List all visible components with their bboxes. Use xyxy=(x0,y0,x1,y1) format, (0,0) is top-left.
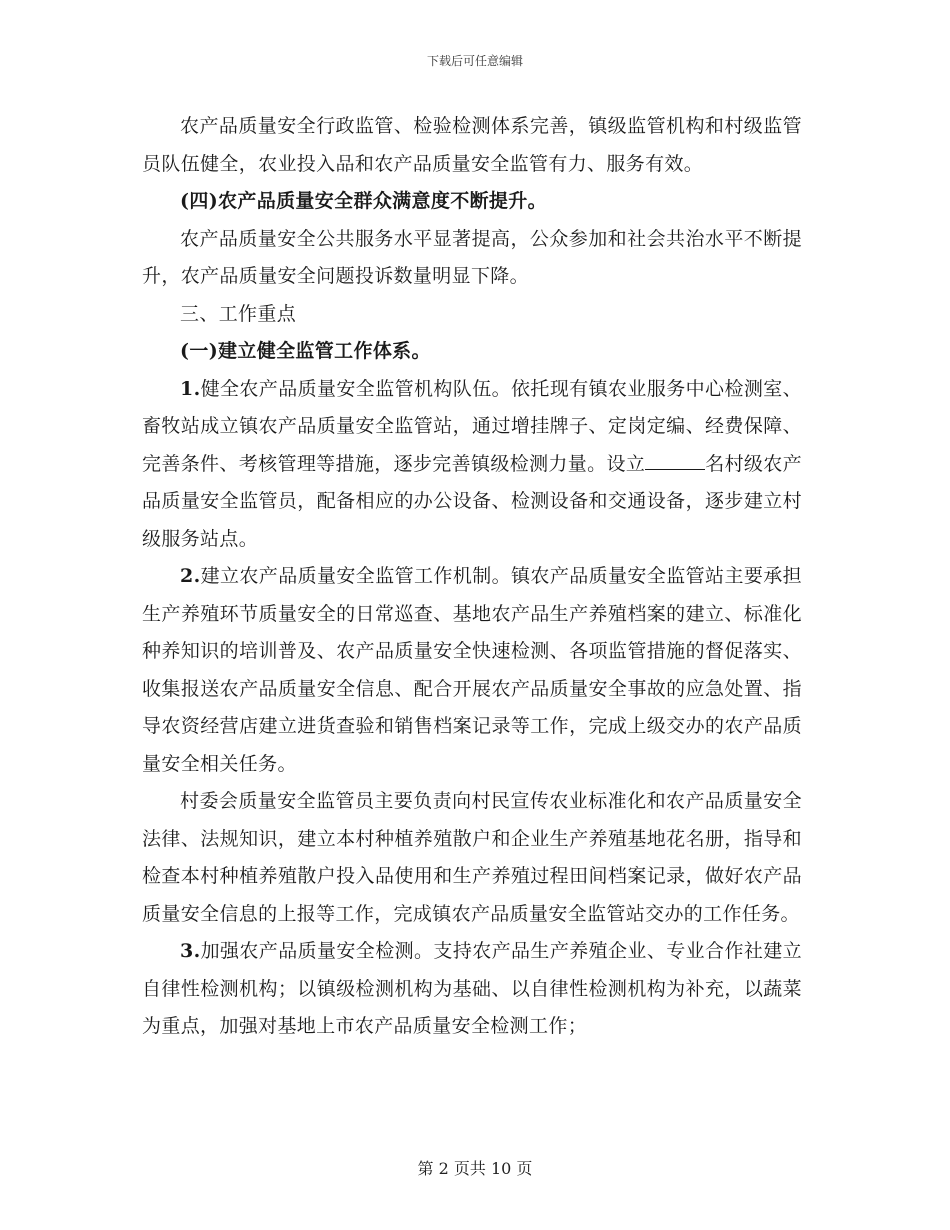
paragraph-6 xyxy=(142,933,802,1046)
page-footer: 第 2 页共 10 页 xyxy=(417,1159,533,1178)
paragraph-3-text-a: 健全农产品质量安全监管机构队伍。依托现有镇农业服务中心检测室、畜牧站成立镇农产品质量安全监管站，通过增挂牌子、定岗定编、经费保障、完善条件、考核管理等措施，逐步完善镇级检测力量。设立 xyxy=(142,377,802,475)
heading-1: (一)建立健全监管工作体系。 xyxy=(180,340,431,362)
item-number-3: 3. xyxy=(180,940,201,962)
paragraph-1: 农产品质量安全行政监管、检验检测体系完善，镇级监管机构和村级监管员队伍健全，农业投入品和农产品质量安全监管有力、服务有效。 xyxy=(142,115,802,175)
paragraph-3 xyxy=(142,371,802,559)
section-heading-3: 三、工作重点 xyxy=(180,302,297,325)
paragraph-5: 村委会质量安全监管员主要负责向村民宣传农业标准化和农产品质量安全法律、法规知识，建立本村种植养殖散户和企业生产养殖基地花名册，指导和检查本村种植养殖散户投入品使用和生产养殖过程田间档案记录，做好农产品质量安全信息的上报等工作，完成镇农产品质量安全监管站交办的工作任务。 xyxy=(142,790,802,925)
paragraph-4 xyxy=(142,558,802,783)
header-note: 下载后可任意编辑 xyxy=(426,54,523,68)
item-number-1: 1. xyxy=(180,377,201,400)
fill-blank xyxy=(645,451,705,470)
heading-4: (四)农产品质量安全群众满意度不断提升。 xyxy=(180,190,547,212)
paragraph-2: 农产品质量安全公共服务水平显著提高，公众参加和社会共治水平不断提升，农产品质量安全问题投诉数量明显下降。 xyxy=(142,227,802,287)
paragraph-4-text: 建立农产品质量安全监管工作机制。镇农产品质量安全监管站主要承担生产养殖环节质量安全的日常巡查、基地农产品生产养殖档案的建立、标准化种养知识的培训普及、农产品质量安全快速检测、各项监管措施的督促落实、收集报送农产品质量安全信息、配合开展农产品质量安全事故的应急处置、指导农资经营店建立进货查验和销售档案记录等工作，完成上级交办的农产品质量安全相关任务。 xyxy=(142,565,802,775)
document-body xyxy=(142,108,802,1046)
paragraph-6-text: 加强农产品质量安全检测。支持农产品生产养殖企业、专业合作社建立自律性检测机构；以镇级检测机构为基础、以自律性检测机构为补充，以蔬菜为重点，加强对基地上市农产品质量安全检测工作； xyxy=(142,940,802,1037)
paragraph-3-text-b: 名村级农产品质量安全监管员，配备相应的办公设备、检测设备和交通设备，逐步建立村级服务站点。 xyxy=(142,452,802,550)
item-number-2: 2. xyxy=(180,565,201,587)
